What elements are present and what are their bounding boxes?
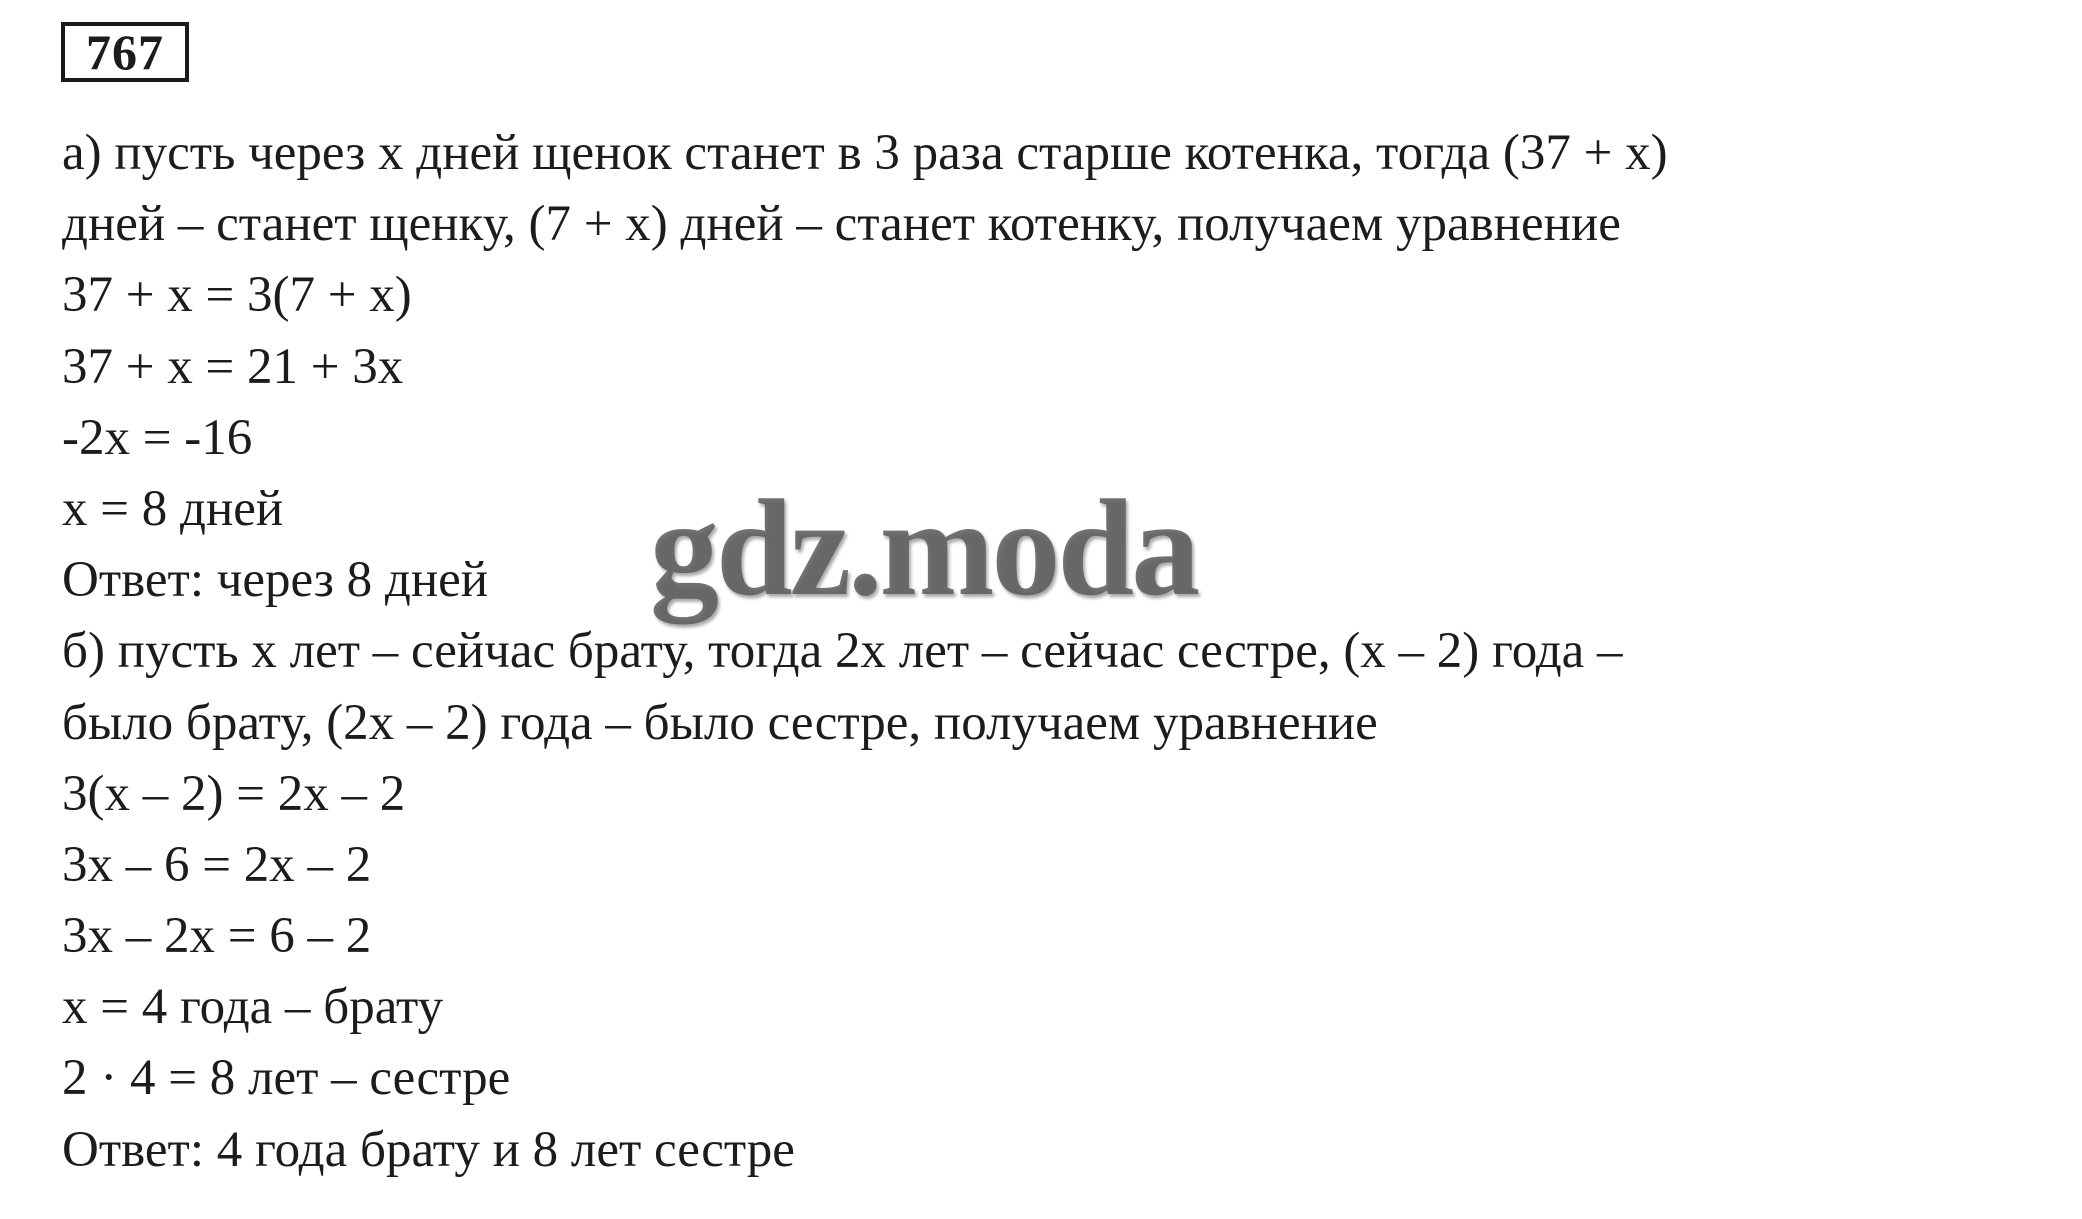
- solution-line: 3х – 2х = 6 – 2: [62, 908, 372, 965]
- solution-line: 3(х – 2) = 2х – 2: [62, 765, 406, 822]
- solution-line: 37 + х = 21 + 3х: [62, 338, 404, 395]
- solution-line: было брату, (2х – 2) года – было сестре, получаем уравнение: [62, 694, 1378, 751]
- problem-number-box: 767: [61, 22, 189, 82]
- answer-b: Ответ: 4 года брату и 8 лет сестре: [62, 1121, 795, 1178]
- solution-line: дней – станет щенку, (7 + х) дней – станет котенку, получаем уравнение: [62, 196, 1621, 253]
- solution-line: 2 · 4 = 8 лет – сестре: [62, 1050, 511, 1107]
- solution-line: х = 4 года – брату: [62, 979, 444, 1036]
- answer-a: Ответ: через 8 дней: [62, 552, 489, 609]
- solution-line: -2х = -16: [62, 409, 253, 466]
- solution-line: 3х – 6 = 2х – 2: [62, 836, 372, 893]
- solution-line: 37 + х = 3(7 + х): [62, 267, 412, 324]
- solution-line: б) пусть х лет – сейчас брату, тогда 2х лет – сейчас сестре, (х – 2) года –: [62, 623, 1623, 680]
- watermark-logo: gdz.moda: [650, 471, 1198, 624]
- solution-line: х = 8 дней: [62, 480, 284, 537]
- solution-line: а) пусть через х дней щенок станет в 3 раза старше котенка, тогда (37 + х): [62, 125, 1668, 181]
- solution-text: [62, 118, 2052, 1186]
